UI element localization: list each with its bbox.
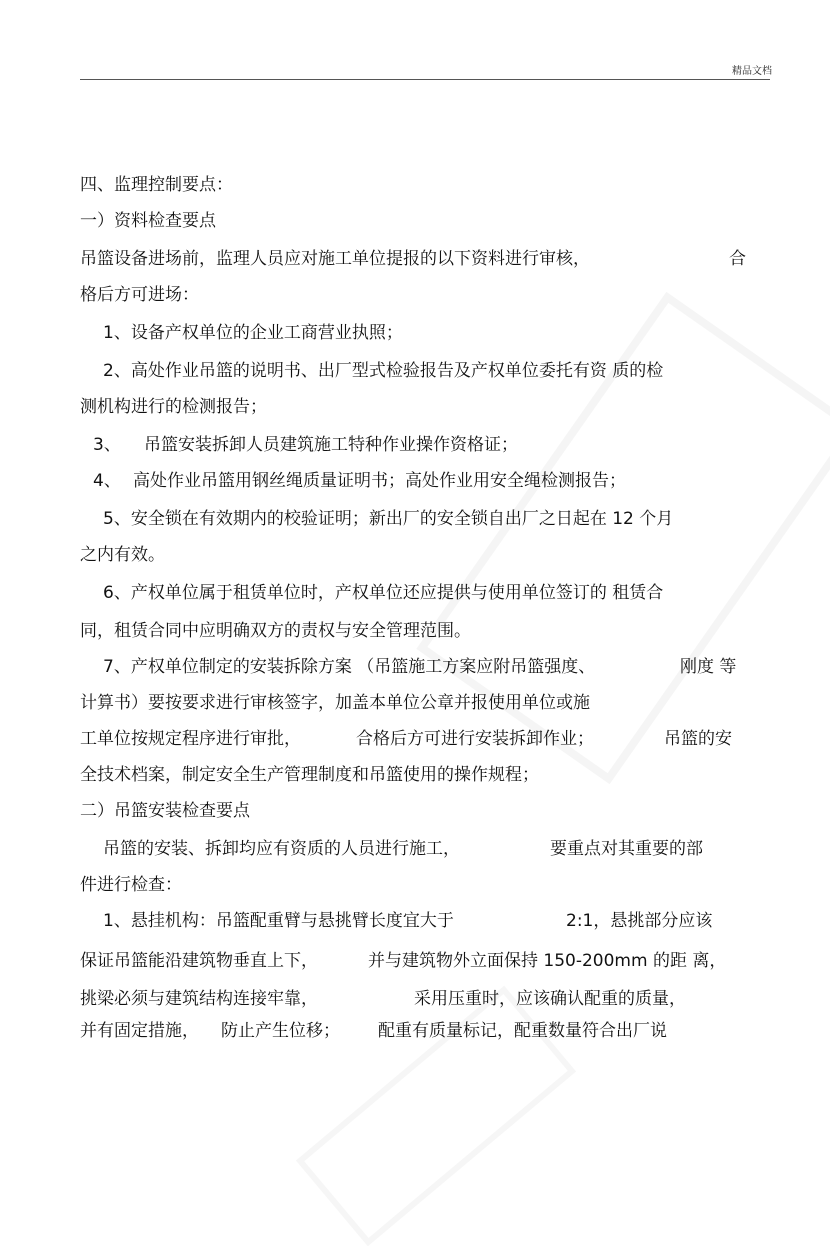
header-divider — [80, 79, 770, 80]
header-tag: 精品文档 — [732, 66, 772, 77]
